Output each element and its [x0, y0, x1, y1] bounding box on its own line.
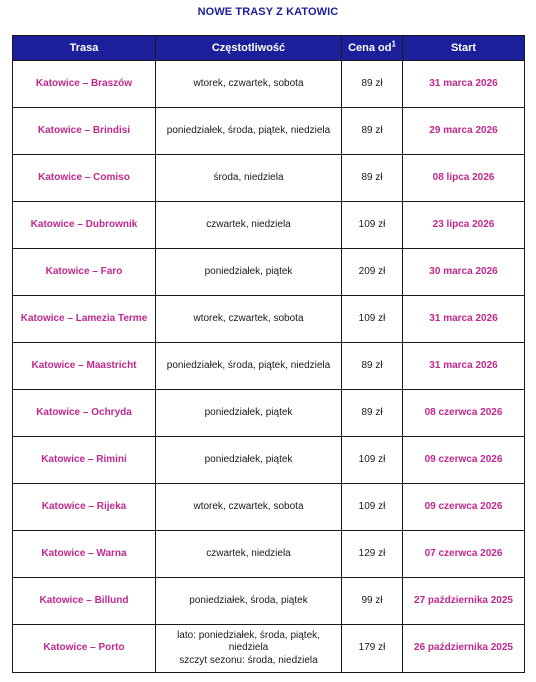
price-cell: 109 zł	[342, 202, 403, 249]
table-row	[13, 531, 525, 578]
route-cell: Katowice – Lamezia Terme	[13, 296, 156, 343]
column-header-route: Trasa	[13, 36, 156, 61]
frequency-line: szczyt sezonu: środa, niedziela	[179, 654, 318, 666]
routes-table	[12, 35, 525, 673]
price-cell: 89 zł	[342, 61, 403, 108]
frequency-cell	[156, 484, 342, 531]
frequency-cell	[156, 531, 342, 578]
frequency-line: poniedziałek, środa, piątek	[189, 594, 308, 606]
price-cell: 109 zł	[342, 484, 403, 531]
start-date-cell: 23 lipca 2026	[403, 202, 525, 249]
route-cell: Katowice – Rimini	[13, 437, 156, 484]
frequency-line: niedziela	[228, 642, 269, 654]
price-cell: 209 zł	[342, 249, 403, 296]
route-cell: Katowice – Brindisi	[13, 108, 156, 155]
frequency-cell	[156, 61, 342, 108]
frequency-line: poniedziałek, piątek	[204, 453, 293, 465]
frequency-line: czwartek, niedziela	[206, 547, 291, 559]
frequency-line: środa, niedziela	[213, 171, 284, 183]
start-date-cell: 26 października 2025	[403, 625, 525, 673]
table-row	[13, 390, 525, 437]
price-cell: 129 zł	[342, 531, 403, 578]
frequency-line: wtorek, czwartek, sobota	[193, 77, 304, 89]
price-footnote-marker: 1	[391, 39, 396, 49]
start-date-cell: 09 czerwca 2026	[403, 437, 525, 484]
table-row	[13, 578, 525, 625]
route-cell: Katowice – Billund	[13, 578, 156, 625]
price-cell: 109 zł	[342, 437, 403, 484]
table-header-row	[13, 36, 525, 61]
route-cell: Katowice – Warna	[13, 531, 156, 578]
frequency-cell	[156, 390, 342, 437]
start-date-cell: 09 czerwca 2026	[403, 484, 525, 531]
price-cell: 89 zł	[342, 108, 403, 155]
table-row	[13, 437, 525, 484]
frequency-cell	[156, 578, 342, 625]
route-cell: Katowice – Faro	[13, 249, 156, 296]
start-date-cell: 07 czerwca 2026	[403, 531, 525, 578]
frequency-cell	[156, 343, 342, 390]
start-date-cell: 08 lipca 2026	[403, 155, 525, 202]
start-date-cell: 29 marca 2026	[403, 108, 525, 155]
start-date-cell: 31 marca 2026	[403, 296, 525, 343]
frequency-line: czwartek, niedziela	[206, 218, 291, 230]
table-row	[13, 155, 525, 202]
start-date-cell: 30 marca 2026	[403, 249, 525, 296]
route-cell: Katowice – Dubrownik	[13, 202, 156, 249]
frequency-line: wtorek, czwartek, sobota	[193, 312, 304, 324]
price-cell: 89 zł	[342, 155, 403, 202]
start-date-cell: 08 czerwca 2026	[403, 390, 525, 437]
table-row	[13, 108, 525, 155]
table-row	[13, 249, 525, 296]
page-title: NOWE TRASY Z KATOWIC	[197, 6, 339, 18]
start-date-cell: 31 marca 2026	[403, 343, 525, 390]
frequency-line: poniedziałek, piątek	[204, 406, 293, 418]
column-header-start: Start	[403, 36, 525, 61]
routes-table-body	[13, 61, 525, 673]
price-cell: 99 zł	[342, 578, 403, 625]
frequency-cell	[156, 296, 342, 343]
table-row	[13, 202, 525, 249]
frequency-cell	[156, 625, 342, 673]
frequency-line: wtorek, czwartek, sobota	[193, 500, 304, 512]
price-cell: 109 zł	[342, 296, 403, 343]
frequency-cell	[156, 202, 342, 249]
start-date-cell: 31 marca 2026	[403, 61, 525, 108]
column-header-frequency-label: Częstotliwość	[211, 42, 286, 54]
route-cell: Katowice – Comiso	[13, 155, 156, 202]
table-row	[13, 343, 525, 390]
route-cell: Katowice – Ochryda	[13, 390, 156, 437]
frequency-line: poniedziałek, piątek	[204, 265, 293, 277]
start-date-cell: 27 października 2025	[403, 578, 525, 625]
column-header-price-label: Cena od	[348, 42, 392, 54]
frequency-line: lato: poniedziałek, środa, piątek,	[177, 629, 320, 641]
frequency-line: poniedziałek, środa, piątek, niedziela	[166, 124, 331, 136]
route-cell: Katowice – Rijeka	[13, 484, 156, 531]
price-cell: 179 zł	[342, 625, 403, 673]
column-header-price	[342, 36, 403, 61]
frequency-line: poniedziałek, środa, piątek, niedziela	[166, 359, 331, 371]
frequency-cell	[156, 249, 342, 296]
table-row	[13, 484, 525, 531]
frequency-cell	[156, 108, 342, 155]
frequency-cell	[156, 437, 342, 484]
price-cell: 89 zł	[342, 343, 403, 390]
frequency-cell	[156, 155, 342, 202]
table-row	[13, 61, 525, 108]
column-header-frequency	[156, 36, 342, 61]
table-row	[13, 296, 525, 343]
route-cell: Katowice – Braszów	[13, 61, 156, 108]
route-cell: Katowice – Maastricht	[13, 343, 156, 390]
table-row	[13, 625, 525, 673]
price-cell: 89 zł	[342, 390, 403, 437]
route-cell: Katowice – Porto	[13, 625, 156, 673]
